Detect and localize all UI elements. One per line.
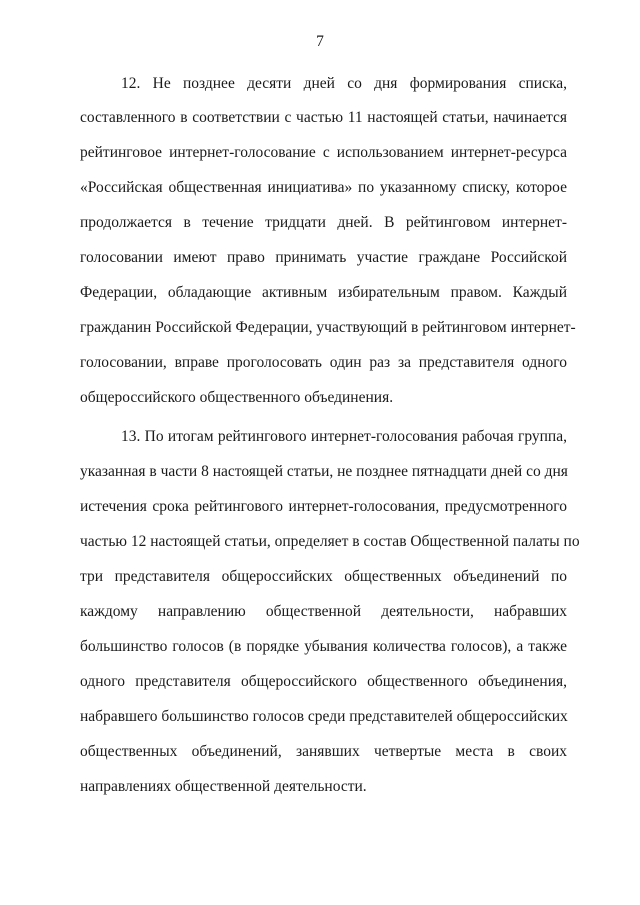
paragraph-13-line-5: три представителя общероссийских общественных объединений по (80, 568, 567, 585)
paragraph-12-line-4: «Российская общественная инициатива» по указанному списку, которое (80, 179, 567, 196)
page-number: 7 (316, 33, 324, 50)
paragraph-13-line-6: каждому направлению общественной деятельности, набравших (80, 603, 567, 620)
paragraph-13-line-7: большинство голосов (в порядке убывания количества голосов), а также (80, 638, 567, 655)
paragraph-13-line-1: 13. По итогам рейтингового интернет-голосования рабочая группа, (121, 428, 567, 445)
paragraph-12-line-1: 12. Не позднее десяти дней со дня формирования списка, (121, 75, 567, 92)
paragraph-12-line-10: общероссийского общественного объединения. (80, 389, 394, 406)
paragraph-13-line-2: указанная в части 8 настоящей статьи, не позднее пятнадцати дней со дня (80, 463, 568, 480)
paragraph-13-line-4: частью 12 настоящей статьи, определяет в состав Общественной палаты по (80, 533, 580, 550)
paragraph-12-line-6: голосовании имеют право принимать участие граждане Российской (80, 249, 567, 266)
paragraph-12-line-2: составленного в соответствии с частью 11 настоящей статьи, начинается (80, 109, 567, 126)
paragraph-12-line-5: продолжается в течение тридцати дней. В рейтинговом интернет- (80, 214, 567, 231)
paragraph-13-line-8: одного представителя общероссийского общественного объединения, (80, 673, 567, 690)
paragraph-13-line-3: истечения срока рейтингового интернет-голосования, предусмотренного (80, 498, 567, 515)
paragraph-12-line-9: голосовании, вправе проголосовать один раз за представителя одного (80, 354, 567, 371)
paragraph-12-line-3: рейтинговое интернет-голосование с использованием интернет-ресурса (80, 144, 567, 161)
paragraph-12-line-8: гражданин Российской Федерации, участвующий в рейтинговом интернет- (80, 319, 576, 336)
paragraph-12-line-7: Федерации, обладающие активным избирательным правом. Каждый (80, 284, 567, 301)
paragraph-13-line-9: набравшего большинство голосов среди представителей общероссийских (80, 708, 568, 725)
paragraph-13-line-10: общественных объединений, занявших четвертые места в своих (80, 743, 567, 760)
paragraph-13-line-11: направлениях общественной деятельности. (80, 778, 367, 795)
